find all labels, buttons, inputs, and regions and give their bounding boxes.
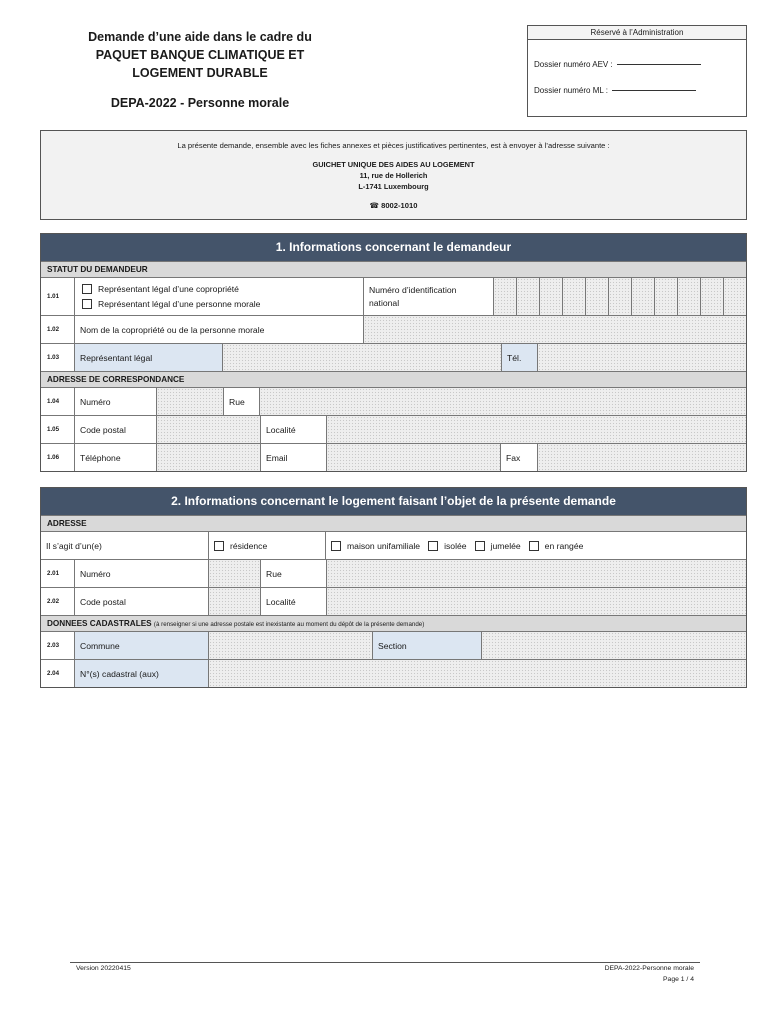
section1-title: 1. Informations concernant le demandeur [41,234,746,261]
code-postal-input[interactable] [208,588,260,615]
address-intro: La présente demande, ensemble avec les fiches annexes et pièces justificatives pertinentes, est à envoyer à l’adresse suivante : [177,141,610,150]
checkbox-jumelee[interactable] [475,541,485,551]
address-street: 11, rue de Hollerich [359,171,428,180]
aev-label: Dossier numéro AEV : [534,60,613,69]
id-digit-box[interactable] [516,278,539,315]
cadastral-number-label: N°(s) cadastral (aux) [74,660,208,687]
admin-box [527,25,747,117]
footer-rule [70,962,700,963]
row-1-03 [41,343,746,371]
id-national-label: Numéro d’identification national [363,278,493,315]
commune-label: Commune [74,632,208,659]
id-digit-box[interactable] [539,278,562,315]
id-digit-box[interactable] [677,278,700,315]
footer-version: Version 20220415 [76,965,131,972]
option-isolee-label: isolée [444,540,467,551]
localite-label: Localité [260,416,326,443]
statut-options [74,278,363,315]
row-1-01 [41,277,746,315]
cadastral-number-input[interactable] [208,660,746,687]
ml-rule [612,90,696,91]
fax-input[interactable] [537,444,746,471]
option-personne-morale[interactable] [82,297,260,312]
fax-label: Fax [500,444,537,471]
row-type-logement [41,531,746,559]
row-number: 1.06 [47,454,60,461]
row-number: 2.03 [47,642,60,649]
email-input[interactable] [326,444,500,471]
option-maison-label: maison unifamiliale [347,540,421,551]
option-personne-morale-label: Représentant légal d’une personne morale [98,298,261,309]
section-logement [40,487,747,688]
adresse-correspondance-heading: ADRESSE DE CORRESPONDANCE [41,371,746,387]
option-jumelee-label: jumelée [490,540,521,551]
row-number: 2.02 [47,598,60,605]
tel-label: Tél. [501,344,537,371]
representant-label: Représentant légal [74,344,222,371]
statut-heading: STATUT DU DEMANDEUR [41,261,746,277]
option-copropriete[interactable] [82,282,239,297]
localite-input[interactable] [326,588,746,615]
option-isolee[interactable] [428,541,466,551]
rue-input[interactable] [326,560,746,587]
telephone-label: Téléphone [74,444,156,471]
id-digit-box[interactable] [700,278,723,315]
ml-line[interactable] [534,86,696,95]
row-number: 1.02 [47,326,60,333]
id-digit-box[interactable] [493,278,516,315]
donnees-cadastrales-heading [41,615,746,631]
type-maison [325,532,746,559]
option-copropriete-label: Représentant légal d’une copropriété [98,283,239,294]
rue-input[interactable] [259,388,746,415]
checkbox-copropriete[interactable] [82,284,92,294]
rue-label: Rue [260,560,326,587]
row-number: 1.05 [47,426,60,433]
checkbox-residence[interactable] [214,541,224,551]
option-maison[interactable] [331,541,420,551]
numero-label: Numéro [74,388,156,415]
row-1-05 [41,415,746,443]
section-demandeur [40,233,747,472]
aev-line[interactable] [534,60,701,69]
checkbox-personne-morale[interactable] [82,299,92,309]
checkbox-rangee[interactable] [529,541,539,551]
row-number: 2.04 [47,670,60,677]
cadastral-heading-label: DONNEES CADASTRALES [47,619,152,628]
address-city: L-1741 Luxembourg [358,182,429,191]
code-postal-input[interactable] [156,416,260,443]
id-digit-box[interactable] [585,278,608,315]
id-digit-box[interactable] [562,278,585,315]
row-number: 1.01 [47,293,60,300]
row-2-02 [41,587,746,615]
title-line-2: PAQUET BANQUE CLIMATIQUE ET [95,48,305,62]
telephone-input[interactable] [156,444,260,471]
row-1-02 [41,315,746,343]
localite-label: Localité [260,588,326,615]
row-2-03 [41,631,746,659]
email-label: Email [260,444,326,471]
commune-input[interactable] [208,632,372,659]
checkbox-maison[interactable] [331,541,341,551]
type-label: Il s’agit d’un(e) [41,532,208,559]
aev-rule [617,64,701,65]
document-title [60,28,340,112]
nom-label: Nom de la copropriété ou de la personne morale [74,316,363,343]
address-box [40,130,747,220]
section2-title: 2. Informations concernant le logement faisant l’objet de la présente demande [41,488,746,515]
option-residence[interactable] [214,541,267,551]
title-line-1: Demande d’une aide dans le cadre du [88,30,312,44]
numero-input[interactable] [208,560,260,587]
row-2-01 [41,559,746,587]
title-line-3: LOGEMENT DURABLE [132,66,268,80]
code-postal-label: Code postal [74,416,156,443]
id-digit-box[interactable] [608,278,631,315]
option-rangee-label: en rangée [544,540,584,551]
section-input[interactable] [481,632,746,659]
checkbox-isolee[interactable] [428,541,438,551]
row-1-06 [41,443,746,471]
nom-input[interactable] [363,316,746,343]
type-residence [208,532,325,559]
footer-page: Page 1 / 4 [663,976,694,983]
row-2-04 [41,659,746,687]
document-subtitle: DEPA-2022 - Personne morale [110,96,290,110]
id-digit-box[interactable] [631,278,654,315]
row-number: 1.04 [47,398,60,405]
rue-label: Rue [223,388,259,415]
option-residence-label: résidence [230,540,268,551]
tel-input[interactable] [537,344,746,371]
id-digit-box[interactable] [723,278,746,315]
cadastral-note: (à renseigner si une adresse postale est inexistante au moment du dépôt de la présente demande) [153,621,425,628]
row-1-04 [41,387,746,415]
option-jumelee[interactable] [475,541,521,551]
option-rangee[interactable] [529,541,584,551]
footer-doc: DEPA-2022-Personne morale [604,965,694,972]
address-org: GUICHET UNIQUE DES AIDES AU LOGEMENT [312,160,475,169]
code-postal-label: Code postal [74,588,208,615]
adresse-heading: ADRESSE [41,515,746,531]
representant-input[interactable] [222,344,501,371]
admin-heading: Réservé à l’Administration [528,26,746,40]
row-number: 1.03 [47,354,60,361]
section-label: Section [372,632,481,659]
localite-input[interactable] [326,416,746,443]
id-digit-box[interactable] [654,278,677,315]
numero-label: Numéro [74,560,208,587]
address-phone: ☎ 8002-1010 [369,201,418,210]
row-number: 2.01 [47,570,60,577]
ml-label: Dossier numéro ML : [534,86,608,95]
numero-input[interactable] [156,388,223,415]
